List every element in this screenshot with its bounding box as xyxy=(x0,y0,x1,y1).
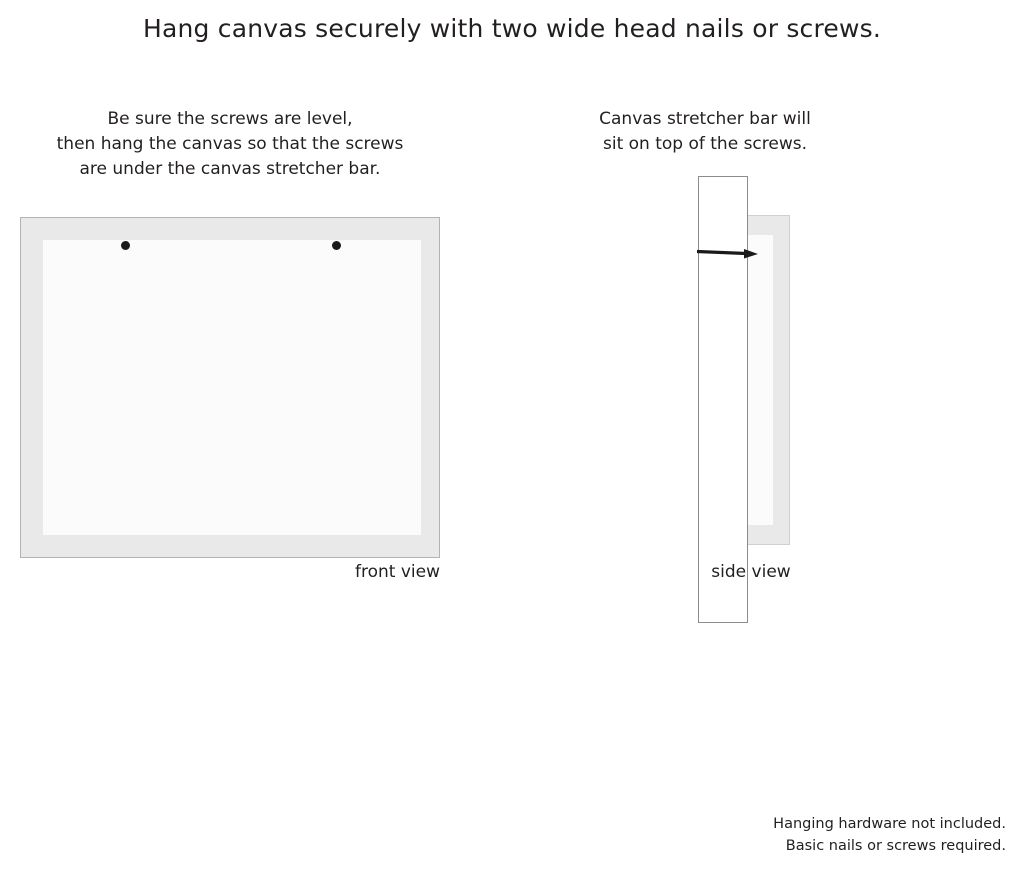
front-caption-line-3: are under the canvas stretcher bar. xyxy=(79,159,381,179)
front-view-diagram xyxy=(20,217,440,558)
screw-side-icon xyxy=(696,248,758,260)
side-view-caption xyxy=(575,107,835,157)
canvas-face-side xyxy=(745,235,773,525)
side-view-diagram xyxy=(660,170,860,630)
footer-note xyxy=(773,813,1006,857)
screw-head-icon-right xyxy=(332,241,341,250)
front-view-caption xyxy=(20,107,440,182)
page-title: Hang canvas securely with two wide head nails or screws. xyxy=(142,14,882,43)
side-caption-line-1: Canvas stretcher bar will xyxy=(599,109,811,129)
footer-line-1: Hanging hardware not included. xyxy=(773,816,1006,832)
canvas-frame-front xyxy=(20,217,440,558)
side-view-label: side view xyxy=(711,562,791,582)
side-caption-line-2: sit on top of the screws. xyxy=(602,134,808,154)
front-caption-line-1: Be sure the screws are level, xyxy=(107,109,353,129)
front-caption-line-2: then hang the canvas so that the screws xyxy=(56,134,404,154)
screw-head-icon-left xyxy=(121,241,130,250)
wall-section xyxy=(698,176,748,623)
footer-line-2: Basic nails or screws required. xyxy=(785,838,1006,854)
canvas-face-front xyxy=(43,240,421,535)
front-view-label: front view xyxy=(355,562,440,582)
